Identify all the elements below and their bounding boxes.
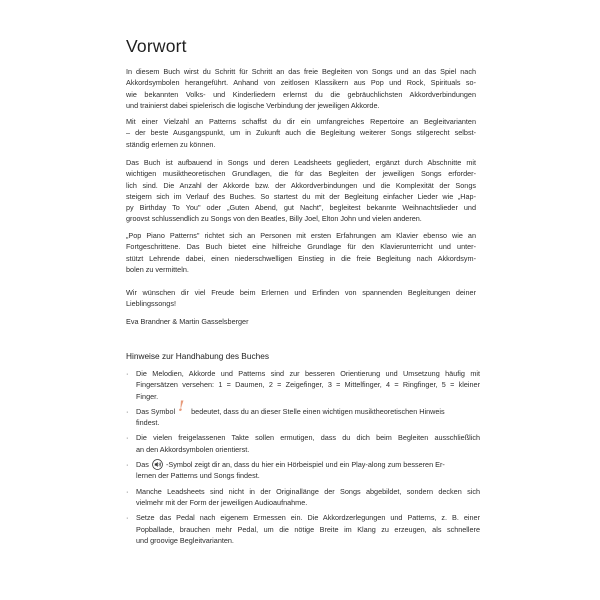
speaker-icon [152,459,163,470]
list-item [126,486,486,509]
text-line: Fingersätzen versehen: 1 = Daumen, 2 = Zeigefinger, 3 = Mittelfinger, 4 = Ringfinger, 5 = kleiner [136,380,480,390]
text-line: In diesem Buch wirst du Schritt für Schritt an das freie Begleiten von Songs und an das Spiel nach [126,67,476,76]
bullet: · [126,513,129,523]
text-line: Lieblingssongs! [126,299,176,309]
signature [126,316,249,327]
text-fragment: Das [136,460,149,470]
text-line: wichtigen musiktheoretischen Grundlagen, die für das Begleiten der jeweiligen Songs erforder- [126,169,476,179]
text-line: Manche Leadsheets sind nicht in der Originallänge der Songs abgebildet, sondern decken sich [136,486,480,496]
text-line: steigern sich im Verlauf des Buches. So startest du mit der Begleitung einfacher Lieder wie „Hap- [126,191,476,201]
list-item [126,432,486,455]
text-line: – der beste Ausgangspunkt, um in Zukunft auch die Begleitung weiterer Songs stilgerecht selbst- [126,128,476,138]
text-line: findest. [136,418,160,428]
paragraph-2 [126,116,476,150]
text-line: Das Buch ist aufbauend in Songs und deren Leadsheets gegliedert, ergänzt durch Abschnitte mit [126,158,476,167]
text-line: Fortgeschrittene. Das Buch bietet eine hilfreiche Grundlage für den Klavierunterricht und unter- [126,242,476,252]
text-line: Akkordsymbolen herangeführt. Anhand von zeitlosen Klassikern aus Pop und Rock, Spirituals so- [126,78,476,88]
exclamation-icon: ! [178,398,185,415]
text-line: „Pop Piano Patterns" richtet sich an Personen mit ersten Erfahrungen am Klavier ebenso wie an [126,231,476,240]
text-line: und groovige Begleitvarianten. [136,535,234,545]
bullet: · [126,369,129,378]
list-item [126,398,486,429]
text-line: ständig erlernen zu können. [126,139,216,149]
list-item [126,512,486,546]
list-item [126,368,486,402]
text-line: groovst schlussendlich zu Songs von den Beatles, Billy Joel, Elton John und vielen anderen. [126,214,422,224]
text-line: Mit einer Vielzahl an Patterns schaffst du dir ein umfangreiches Repertoire an Begleitvarianten [126,117,476,126]
bullet: · [126,433,129,443]
paragraph-5 [126,287,476,310]
bullet: · [126,460,129,470]
bullet: · [126,486,129,496]
text-line: lernen der Patterns und Songs findest. [136,471,260,481]
text-line: wie bekannten Volks- und Kinderliedern erlernst du die gebräuchlichsten Akkordverbindungen [126,89,476,99]
text-line: lich sind. Die Anzahl der Akkorde bzw. der Akkordverbindungen und die Komplexität der Songs [126,180,476,190]
page-title: Vorwort [126,36,187,56]
text-fragment: -Symbol zeigt dir an, dass du hier ein Hörbeispiel und ein Play-along zum besseren Er- [165,460,445,470]
text-line: Die Melodien, Akkorde und Patterns sind zur besseren Orientierung und Umsetzung häufig mit [136,369,480,378]
text-line: Popballade, brauchen mehr Pedal, um die nötige Breite im Klang zu erzeugen, als schnellere [136,524,480,534]
text-line: Wir wünschen dir viel Freude beim Erlernen und Erfinden von spannenden Begleitungen deiner [126,288,476,297]
text-line: an den Akkordsymbolen orientierst. [136,444,250,454]
hints-list [126,368,486,550]
paragraph-3 [126,157,476,225]
text-line: und trainierst dabei spielerisch die logische Verbindung der jeweiligen Akkorde. [126,100,380,110]
text-line: bolen zu vermitteln. [126,264,189,274]
hints-title: Hinweise zur Handhabung des Buches [126,351,269,361]
text-fragment: Das Symbol [136,406,176,416]
text-line: Setze das Pedal nach eigenem Ermessen ein. Die Akkordzerlegungen und Patterns, z. B. einer [136,513,480,523]
text-line: Finger. [136,391,159,401]
text-line: vielmehr mit der Form der jeweiligen Audioaufnahme. [136,497,308,507]
bullet: · [126,406,129,416]
text-line: Die vielen freigelassenen Takte sollen ermutigen, dass du dich beim Begleiten ausschließlich [136,433,480,443]
list-item [126,459,486,482]
paragraph-1 [126,66,476,111]
text-line: py Birthday To You" oder „Guten Abend, gut Nacht", begleitest bekannte Weihnachtslieder und [126,203,476,213]
text-line [136,398,480,417]
text-fragment: bedeutet, dass du an dieser Stelle einen wichtigen musiktheoretischen Hinweis [191,406,445,416]
authors: Eva Brandner & Martin Gasselsberger [126,317,249,326]
paragraph-4 [126,230,476,275]
text-line [136,459,480,470]
text-line: stützt Lehrende dabei, einen niederschwelligen Einstieg in die freie Begleitung nach Akkordsym- [126,253,476,263]
